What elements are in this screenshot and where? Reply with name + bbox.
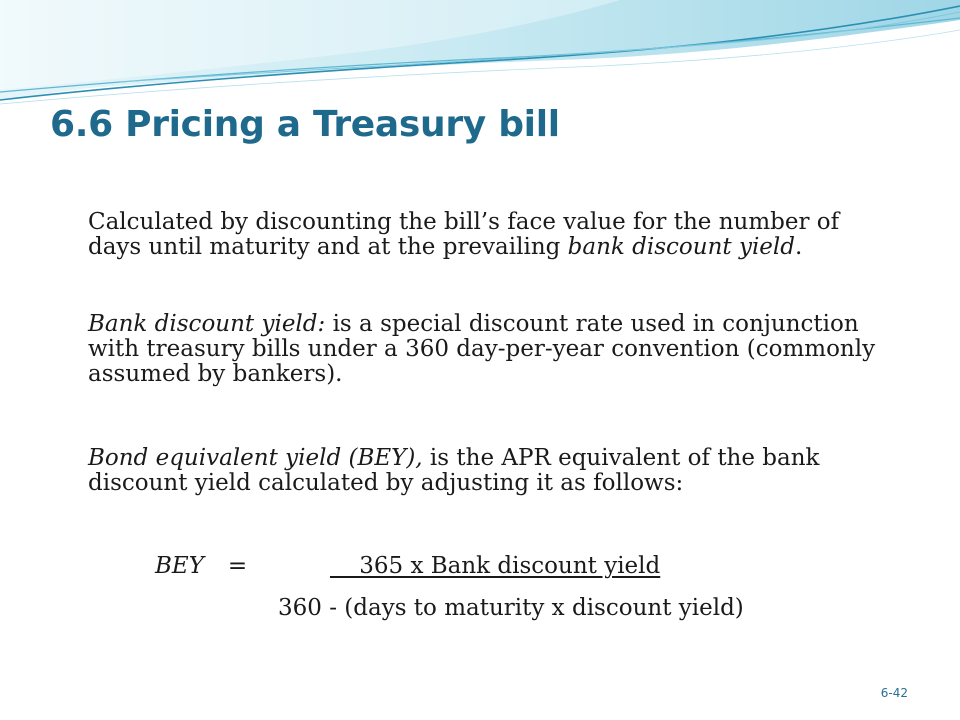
italic-term: Bank discount yield: [88,311,326,337]
wave-header-decoration [0,0,960,110]
definition-paragraph [88,210,888,260]
italic-term: Bond equivalent yield (BEY), [88,445,423,471]
formula-equals: = [227,553,248,579]
slide-number: 6-42 [880,686,908,700]
formula-lhs [155,553,247,579]
bey-paragraph [88,446,888,496]
paragraph-text: is the APR equivalent of the bank discount yield calculated by adjusting it as follows: [88,445,820,496]
bank-discount-yield-paragraph [88,312,888,387]
paragraph-text: Calculated by discounting the bill’s face value for the number of days until maturity and at the prevailing [88,209,840,260]
italic-term: bank discount yield [567,234,795,260]
formula-denominator: 360 - (days to maturity x discount yield) [278,595,744,621]
formula-variable: BEY [155,553,204,579]
paragraph-text: . [795,234,803,260]
paragraph-text: is a special discount rate used in conjunction with treasury bills under a 360 day-per-year convention (commonly assumed by bankers). [88,311,876,387]
slide-title: 6.6 Pricing a Treasury bill [50,104,560,145]
formula-numerator: 365 x Bank discount yield [330,553,661,579]
